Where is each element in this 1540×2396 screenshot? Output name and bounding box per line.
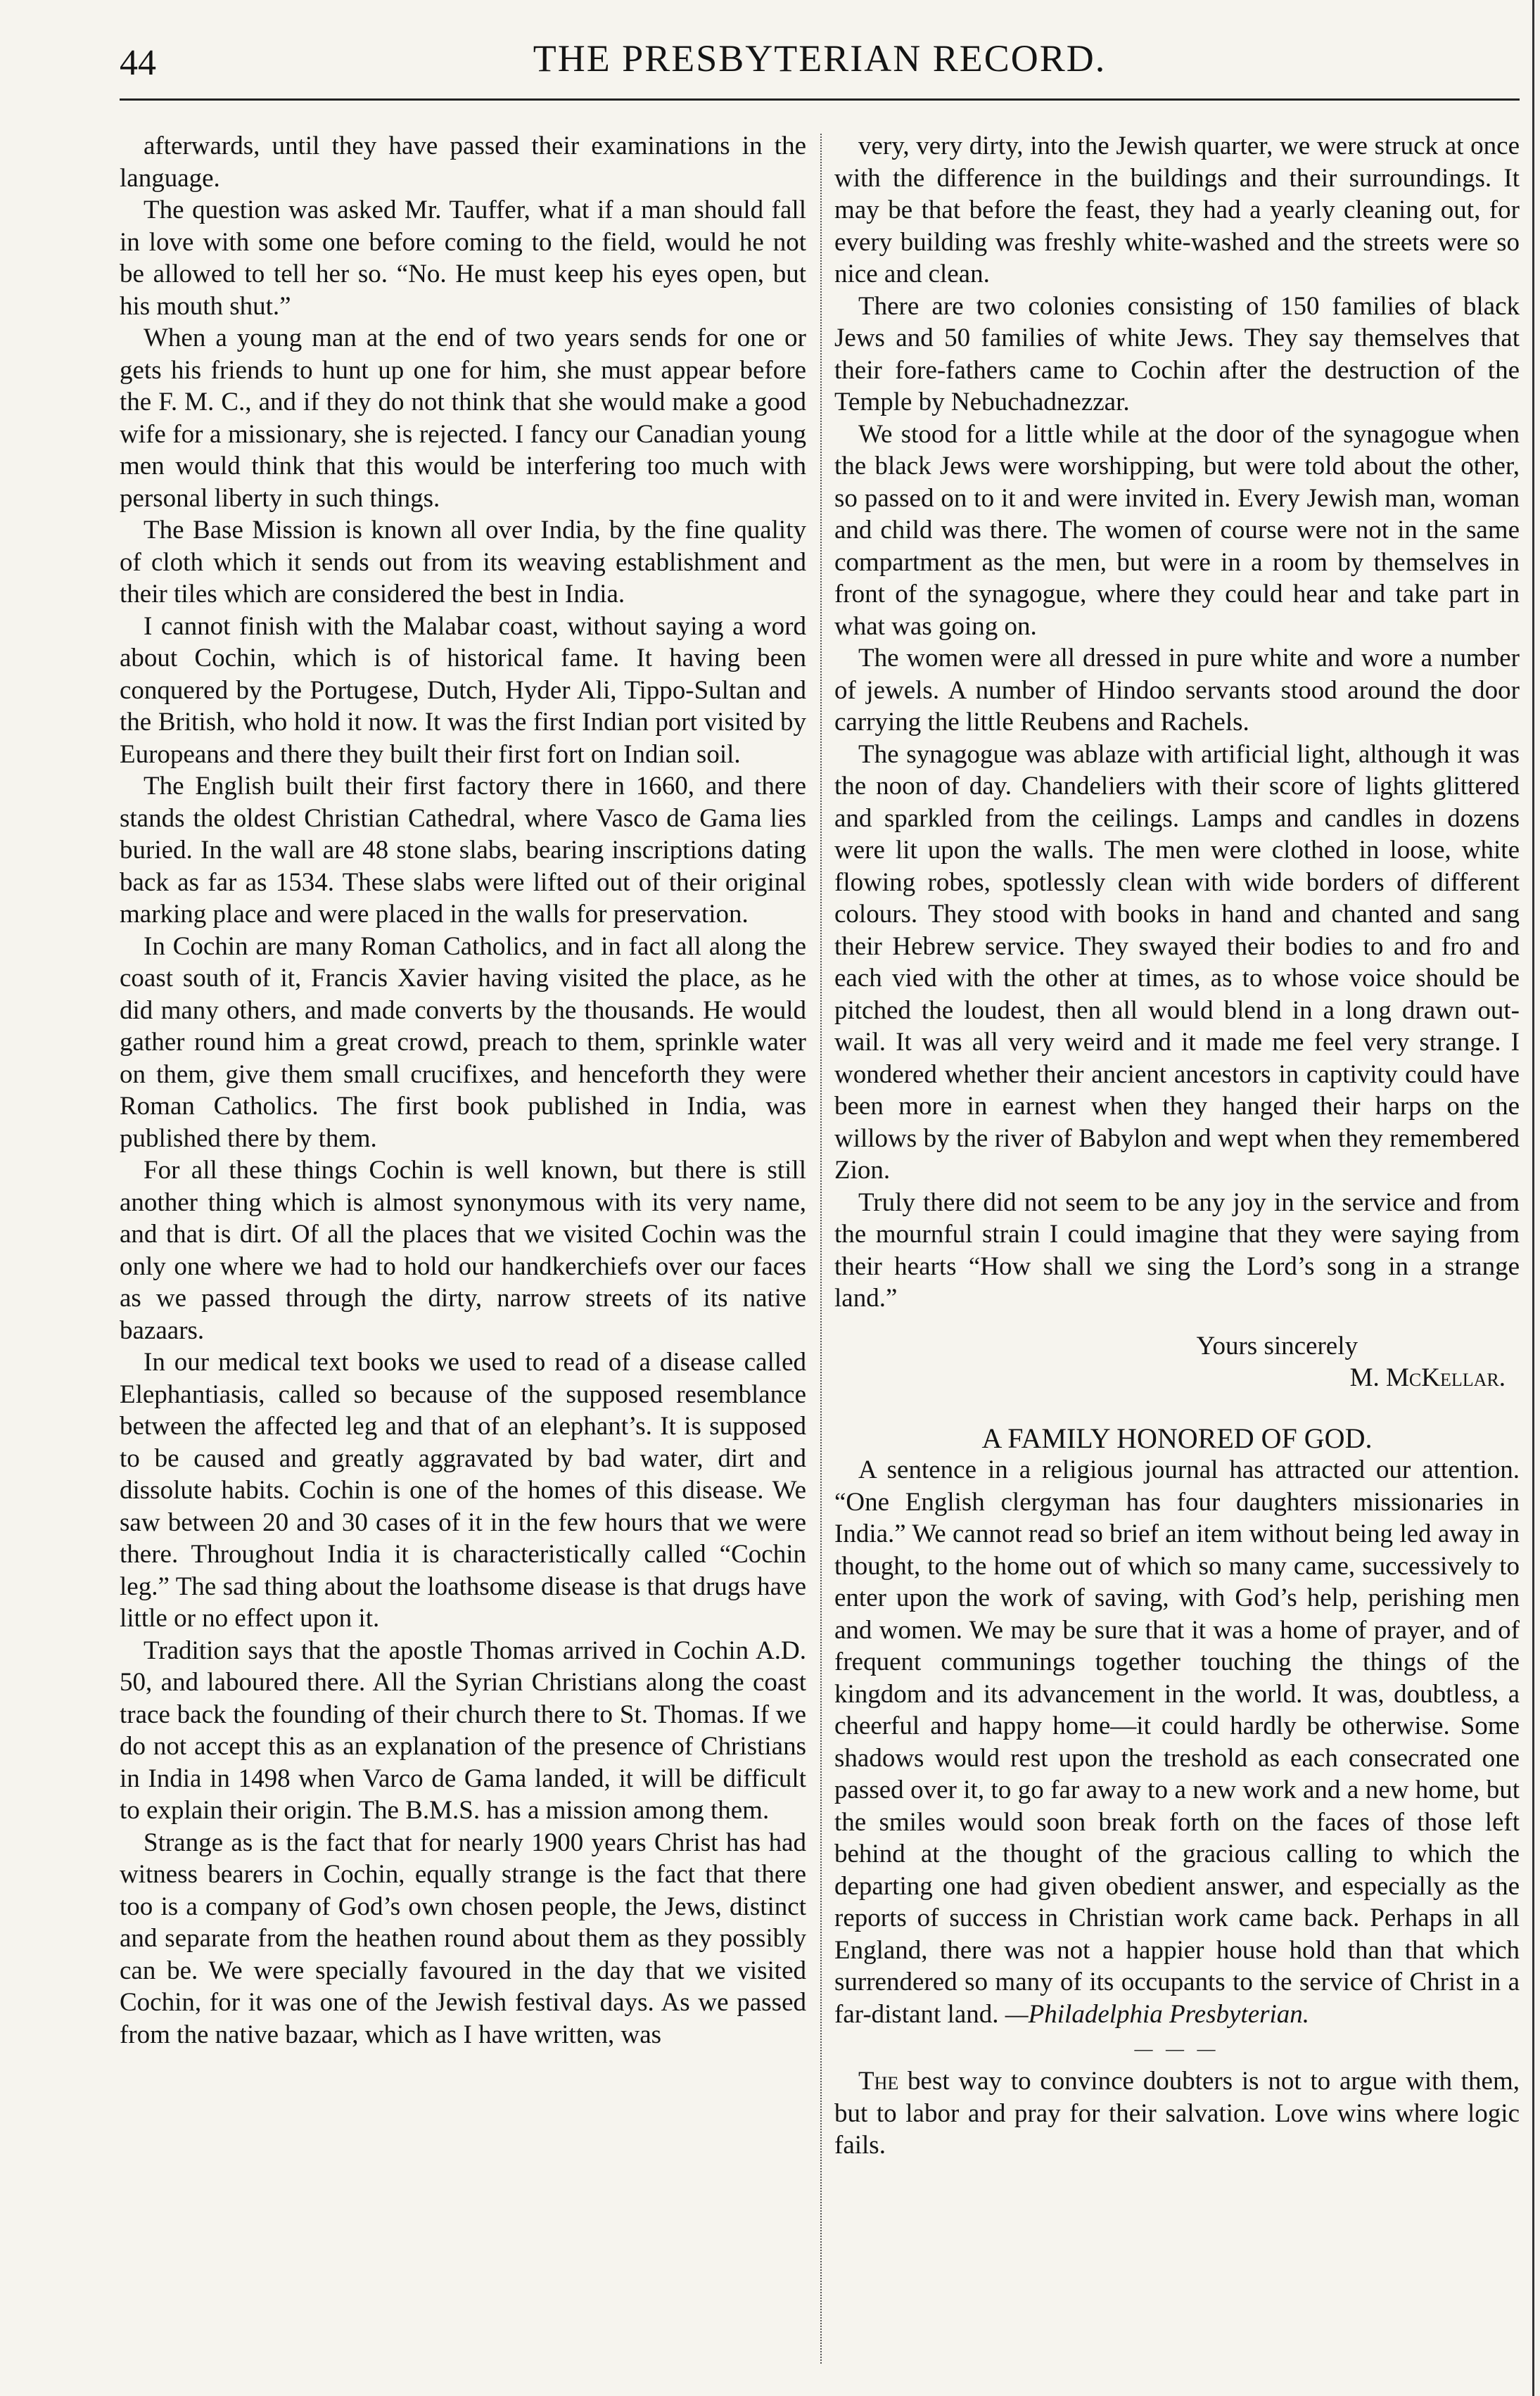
article-body-text: A sentence in a religious journal has attracted our attention. “One English clergyman has four daughters missionaries in India.” We cannot read so brief an item without being led away in thought, to the home out of which so many came, successively to enter upon the work of saving, with God’s help, perishing men and women. We may be sure that it was a home of prayer, and of frequent communings together touching the things of the kingdom and its advancement in the world. It was, doubtless, a cheerful and happy home—it could hardly be otherwise. Some shadows would rest upon the treshold as each consecrated one passed over it, to go far away to a new work and a new home, but the smiles would soon break forth on the faces of those left behind at the thought of the gracious calling to which the departing one had given obedient answer, and especially as the reports of success in Christian work came back. Perhaps in all England, there was not a happier house hold than that which surrendered so many of its occupants to the service of Christ in a far-distant land. — [834, 1455, 1520, 2029]
left-column — [120, 130, 806, 2051]
closing-note-text: best way to convince doubters is not to argue with them, but to labor and pray for their salvation. Love wins where logic fails. — [834, 2067, 1520, 2160]
paragraph: Truly there did not seem to be any joy in the service and from the mournful strain I could imagine that they were saying from their hearts “How shall we sing the Lord’s song in a strange land.” — [834, 1187, 1520, 1313]
article-body — [834, 1454, 1520, 2030]
paragraph: Tradition says that the apostle Thomas arrived in Cochin A.D. 50, and laboured there. All the Syrian Christians along the coast trace back the founding of their church there to St. Thomas. If we do not accept this as an explanation of the presence of Christians in India in 1498 when Varco de Gama landed, it will be difficult to explain their origin. The B.M.S. has a mission among them. — [120, 1636, 806, 1825]
paragraph: We stood for a little while at the door of the synagogue when the black Jews were worshipping, but were told about the other, so passed on to it and were invited in. Every Jewish man, woman and child was there. The women of course were not in the same compartment as the men, but were in a room by themselves in front of the synagogue, where they could hear and take part in what was going on. — [834, 419, 1520, 641]
header-rule — [120, 98, 1520, 101]
paragraph: Strange as is the fact that for nearly 1900 years Christ has had witness bearers in Cochin, equally strange is the fact that there too is a company of God’s own chosen people, the Jews, distinct and separate from the heathen round about them as they possibly can be. We were specially favoured in the day that we visited Cochin, for it was one of the Jewish festival days. As we passed from the native bazaar, which as I have written, was — [120, 1828, 806, 2049]
page-number: 44 — [120, 43, 156, 83]
paragraph: The English built their first factory there in 1660, and there stands the oldest Christian Cathedral, where Vasco de Gama lies buried. In the wall are 48 stone slabs, bearing inscriptions dating back as far as 1534. These slabs were lifted out of their original marking place and were placed in the walls for preservation. — [120, 772, 806, 929]
paragraph: very, very dirty, into the Jewish quarter, we were struck at once with the difference in the buildings and their surroundings. It may be that before the feast, they had a yearly cleaning out, for every building was freshly white-washed and the streets were so nice and clean. — [834, 132, 1520, 288]
paragraph: When a young man at the end of two years sends for one or gets his friends to hunt up one for him, she must appear before the F. M. C., and if they do not think that she would make a good wife for a missionary, she is rejected. I fancy our Canadian young men would think that this would be interfering too much with personal liberty in such things. — [120, 324, 806, 513]
paragraph: afterwards, until they have passed their examinations in the language. — [120, 132, 806, 193]
right-column — [834, 130, 1520, 2162]
column-divider — [820, 134, 822, 2364]
paragraph: The synagogue was ablaze with artificial light, although it was the noon of day. Chandeliers with their score of lights glittered and sparkled from the ceilings. Lamps and candles in dozens were lit upon the walls. The men were clothed in loose, white flowing robes, spotlessly clean with wide borders of different colours. They stood with books in hand and chanted and sang their Hebrew service. They swayed their bodies to and fro and each vied with the other at times, as to whose voice should be pitched the loudest, then all would blend in a long drawn out-wail. It was all very weird and it made me feel very strange. I wondered whether their ancient ancestors in captivity could have been more in earnest when they hanged their harps on the willows by the river of Babylon and wept when they remembered Zion. — [834, 739, 1520, 1185]
paragraph: In Cochin are many Roman Catholics, and in fact all along the coast south of it, Francis Xavier having visited the place, as he did many others, and made converts by the thousands. He would gather round him a great crowd, preach to them, sprinkle water on them, give them small crucifixes, and henceforth they were Roman Catholics. The first book published in India, was published there by them. — [120, 931, 806, 1153]
paragraph: There are two colonies consisting of 150 families of black Jews and 50 families of white Jews. They say themselves that their fore-fathers came to Cochin after the destruction of the Temple by Nebuchadnezzar. — [834, 291, 1520, 416]
page-header — [120, 37, 1520, 86]
paragraph: I cannot finish with the Malabar coast, without saying a word about Cochin, which is of historical fame. It having been conquered by the Portugese, Dutch, Hyder Ali, Tippo-Sultan and the British, who hold it now. It was the first Indian port visited by Europeans and there they built their first fort on Indian soil. — [120, 611, 806, 769]
paragraph: The Base Mission is known all over India, by the fine quality of cloth which it sends out from its weaving establishment and their tiles which are considered the best in India. — [120, 516, 806, 608]
letter-signoff: Yours sincerely — [1196, 1331, 1358, 1361]
paragraph: For all these things Cochin is well known, but there is still another thing which is almost synonymous with its very name, and that is dirt. Of all the places that we visited Cochin was the only one where we had to hold our handkerchiefs over our faces as we passed through the dirty, narrow streets of its native bazaars. — [120, 1156, 806, 1345]
running-title: THE PRESBYTERIAN RECORD. — [533, 37, 1107, 79]
paragraph: The women were all dressed in pure white and wore a number of jewels. A number of Hindoo servants stood around the door carrying the little Reubens and Rachels. — [834, 644, 1520, 737]
article-attribution: —Philadelphia Presbyterian. — [1005, 1999, 1310, 2029]
closing-note — [834, 2065, 1520, 2162]
page-edge-mark — [1532, 0, 1534, 2396]
closing-note-lead: The — [858, 2067, 899, 2096]
article-title: A FAMILY HONORED OF GOD. — [981, 1422, 1373, 1454]
section-ornament: — — — — [1134, 2039, 1220, 2059]
paragraph: The question was asked Mr. Tauffer, what if a man should fall in love with some one before coming to the field, would he not be allowed to tell her so. “No. He must keep his eyes open, but his mouth shut.” — [120, 196, 806, 321]
paragraph: In our medical text books we used to read of a disease called Elephantiasis, called so because of the supposed resemblance between the affected leg and that of an elephant’s. It is supposed to be caused and greatly aggravated by bad water, dirt and dissolute habits. Cochin is one of the homes of this disease. We saw between 20 and 30 cases of it in the few hours that we were there. Throughout India it is characteristically called “Cochin leg.” The sad thing about the loathsome disease is that drugs have little or no effect upon it. — [120, 1348, 806, 1633]
letter-author: M. McKellar. — [1349, 1363, 1506, 1392]
